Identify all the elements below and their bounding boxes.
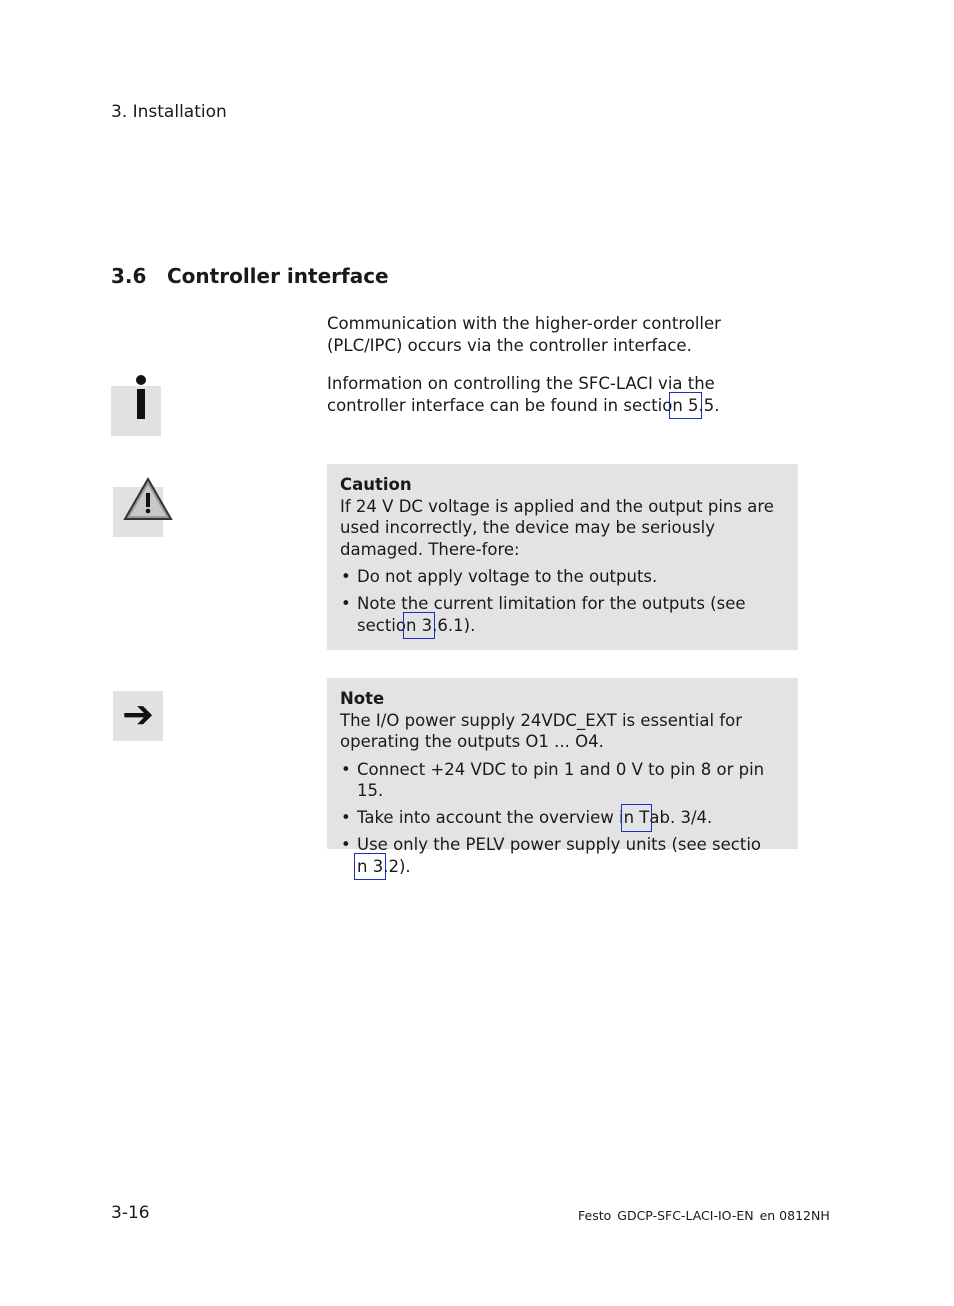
section-number: 3.6 [111, 264, 147, 288]
caution-panel [327, 464, 798, 650]
footer-doc-id: GDCP-SFC-LACI-IO-EN [617, 1208, 754, 1223]
caution-text: If 24 V DC voltage is applied and the output pins are used incorrectly, the device may be seriously damaged. There-fore: [340, 496, 774, 559]
warning-triangle-glyph [122, 476, 174, 522]
list-item: • Take into account the overview in Tab. 3/4. [340, 807, 785, 829]
list-item: • Note the current limitation for the outputs (see section 3.6.1). [340, 593, 785, 636]
info-paragraph: Information on controlling the SFC-LACI via the controller interface can be found in section 5.5. [327, 374, 720, 415]
info-icon [111, 386, 161, 436]
table-link[interactable]: n T [623, 808, 650, 827]
section-link[interactable]: n 3 [357, 856, 384, 876]
list-item: • Do not apply voltage to the outputs. [340, 566, 785, 588]
page-number: 3-16 [111, 1203, 150, 1223]
arrow-right-icon: ➔ [113, 691, 163, 741]
list-item: • Connect +24 VDC to pin 1 and 0 V to pin 8 or pin 15. [340, 759, 785, 802]
section-title: Controller interface [167, 264, 389, 288]
section-link[interactable]: n 5 [672, 395, 699, 415]
note-text: The I/O power supply 24VDC_EXT is essential for operating the outputs O1 ... O4. [340, 710, 743, 751]
chapter-header: 3. Installation [111, 102, 227, 122]
intro-paragraph: Communication with the higher-order controller (PLC/IPC) occurs via the controller interface. [327, 314, 721, 355]
footer [578, 1208, 836, 1223]
note-title: Note [340, 689, 385, 708]
list-item: • Use only the PELV power supply units (see section 3.2). [340, 834, 785, 877]
footer-edition: en 0812NH [759, 1208, 830, 1223]
caution-title: Caution [340, 475, 412, 494]
note-panel [327, 678, 798, 876]
section-link[interactable]: n 3 [405, 615, 433, 635]
footer-brand: Festo [578, 1208, 612, 1223]
